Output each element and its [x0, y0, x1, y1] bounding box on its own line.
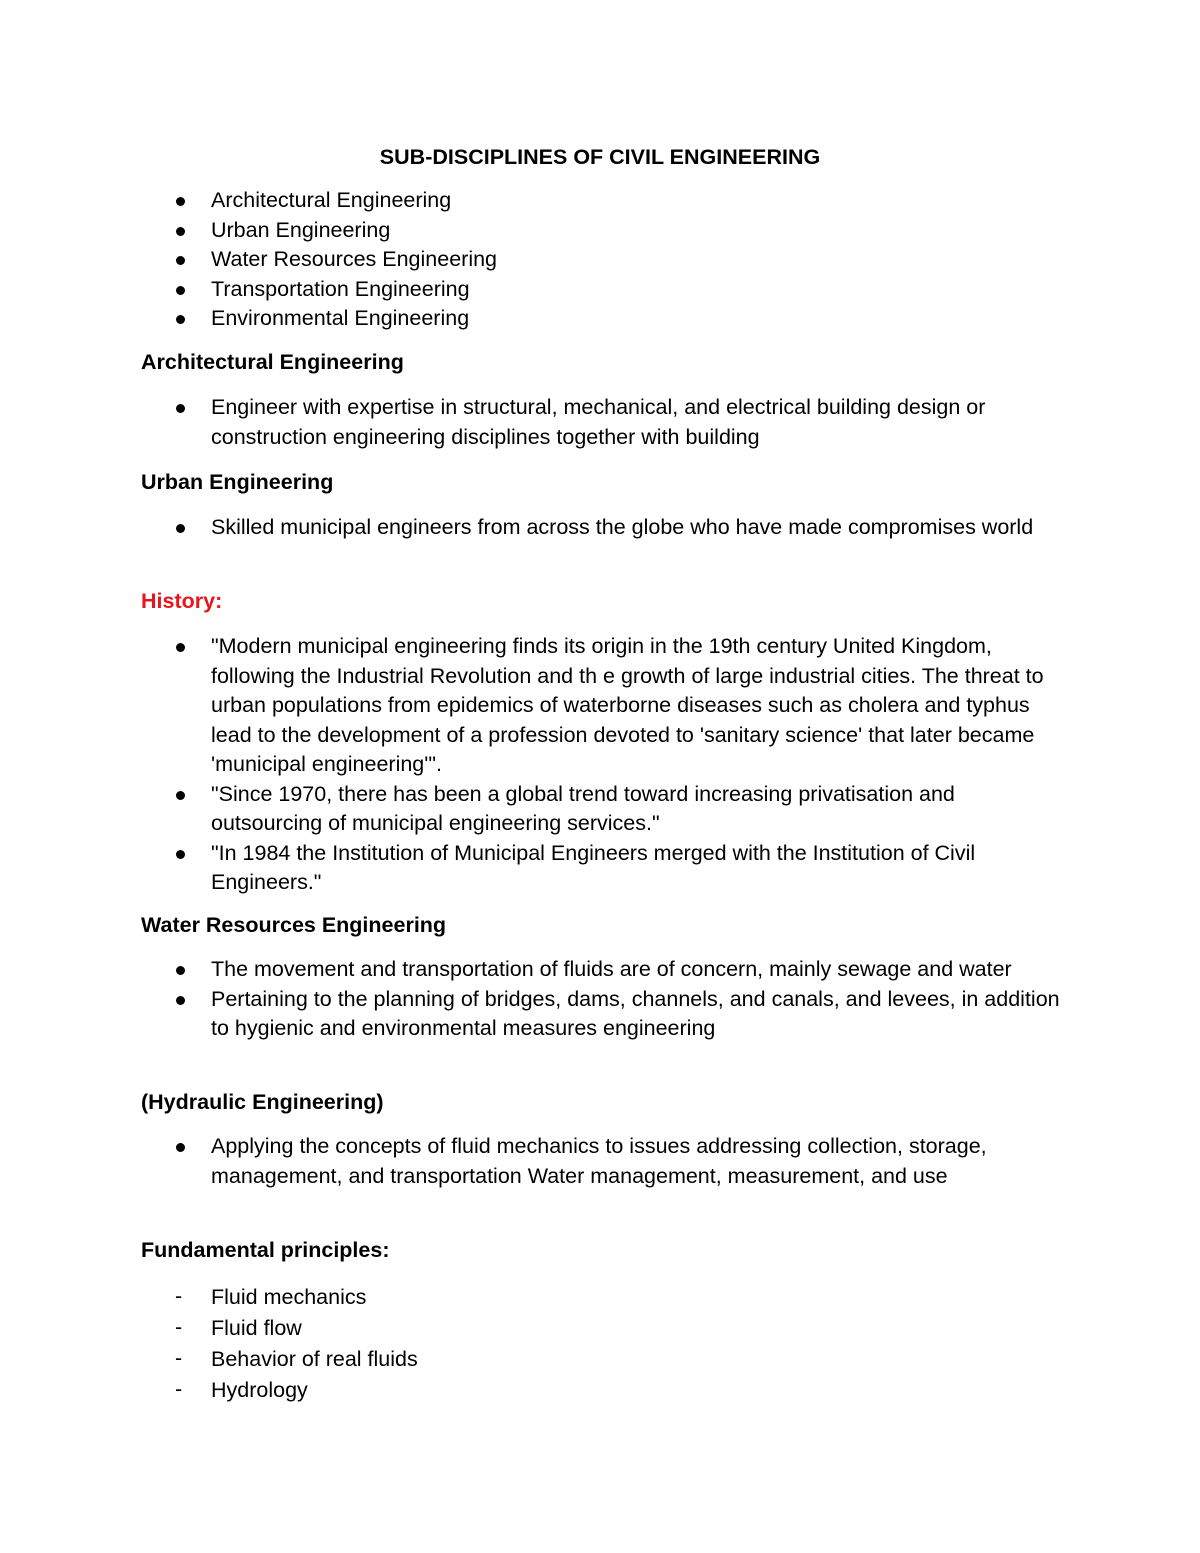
list-item-text: Pertaining to the planning of bridges, dams, channels, and canals, and levees, in addition to hygienic and environmental measures engineering [211, 986, 1060, 1040]
list-item [0, 955, 1061, 985]
list-item-text: "Since 1970, there has been a global trend toward increasing privatisation and outsourcing of municipal engineering services." [211, 781, 955, 835]
list-item [0, 985, 1061, 1044]
list-item [0, 304, 1061, 334]
section-heading-hydraulic: (Hydraulic Engineering) [141, 1090, 384, 1114]
dash-bullet-icon: - [175, 1284, 183, 1308]
list-item [0, 513, 1061, 543]
list-item-text: The movement and transportation of fluids are of concern, mainly sewage and water [211, 957, 1012, 981]
dash-bullet-icon: - [175, 1315, 183, 1339]
section-heading-water: Water Resources Engineering [141, 913, 447, 937]
dash-bullet-icon: - [175, 1346, 183, 1370]
bullet-icon [176, 524, 185, 533]
list-item-text: Architectural Engineering [211, 188, 452, 212]
dash-bullet-icon: - [175, 1377, 183, 1401]
history-list [0, 632, 1061, 898]
bullet-icon [176, 791, 185, 800]
bullet-icon [176, 227, 185, 236]
section-heading-history: History: [141, 589, 223, 613]
list-item [0, 1375, 1061, 1406]
section-heading-fundamentals: Fundamental principles: [141, 1238, 390, 1262]
list-item [0, 393, 1061, 452]
bullet-icon [176, 850, 185, 859]
hydraulic-list [0, 1132, 1061, 1191]
list-item-text: Fluid mechanics [211, 1285, 367, 1309]
list-item-text: "Modern municipal engineering finds its origin in the 19th century United Kingdom, following the Industrial Revolution and th e growth of large industrial cities. The threat to urban populations from epidemics of waterborne diseases such as cholera and typhus lead to the development of a profession devoted to 'sanitary science' that later became 'municipal engineering'". [211, 634, 1044, 776]
list-item [0, 216, 1061, 246]
list-item [0, 1344, 1061, 1375]
architectural-list [0, 393, 1061, 452]
list-item-text: Urban Engineering [211, 217, 391, 242]
fundamentals-list [0, 1282, 1061, 1406]
list-item [0, 245, 1061, 275]
list-item [0, 1282, 1061, 1313]
list-item-text: Engineer with expertise in structural, mechanical, and electrical building design or construction engineering disciplines together with building [211, 395, 986, 449]
page-title: SUB-DISCIPLINES OF CIVIL ENGINEERING [379, 145, 821, 169]
list-item [0, 632, 1061, 780]
bullet-icon [176, 643, 185, 652]
bullet-icon [176, 404, 185, 413]
list-item [0, 186, 1061, 216]
list-item [0, 1313, 1061, 1344]
water-list [0, 955, 1061, 1044]
bullet-icon [176, 966, 185, 975]
bullet-icon [176, 286, 185, 295]
section-heading-urban: Urban Engineering [141, 470, 334, 494]
list-item-text: Transportation Engineering [211, 276, 470, 301]
list-item [0, 1132, 1061, 1191]
urban-list [0, 513, 1061, 543]
list-item [0, 780, 1061, 839]
bullet-icon [176, 315, 185, 324]
list-item-text: Environmental Engineering [211, 306, 470, 330]
list-item [0, 275, 1061, 305]
bullet-icon [176, 197, 185, 206]
list-item [0, 839, 1061, 898]
list-item-text: Skilled municipal engineers from across the globe who have made compromises world [211, 515, 1034, 539]
list-item-text: Applying the concepts of fluid mechanics to issues addressing collection, storage, management, and transportation Water management, measurement, and use [211, 1134, 987, 1188]
overview-list [0, 186, 1061, 334]
list-item-text: Water Resources Engineering [211, 247, 498, 271]
list-item-text: Fluid flow [211, 1316, 302, 1340]
bullet-icon [176, 256, 185, 265]
bullet-icon [176, 996, 185, 1005]
section-heading-architectural: Architectural Engineering [141, 350, 404, 374]
list-item-text: "In 1984 the Institution of Municipal Engineers merged with the Institution of Civil Engineers." [211, 840, 976, 894]
list-item-text: Behavior of real fluids [211, 1347, 418, 1371]
bullet-icon [176, 1143, 185, 1152]
list-item-text: Hydrology [211, 1378, 308, 1402]
